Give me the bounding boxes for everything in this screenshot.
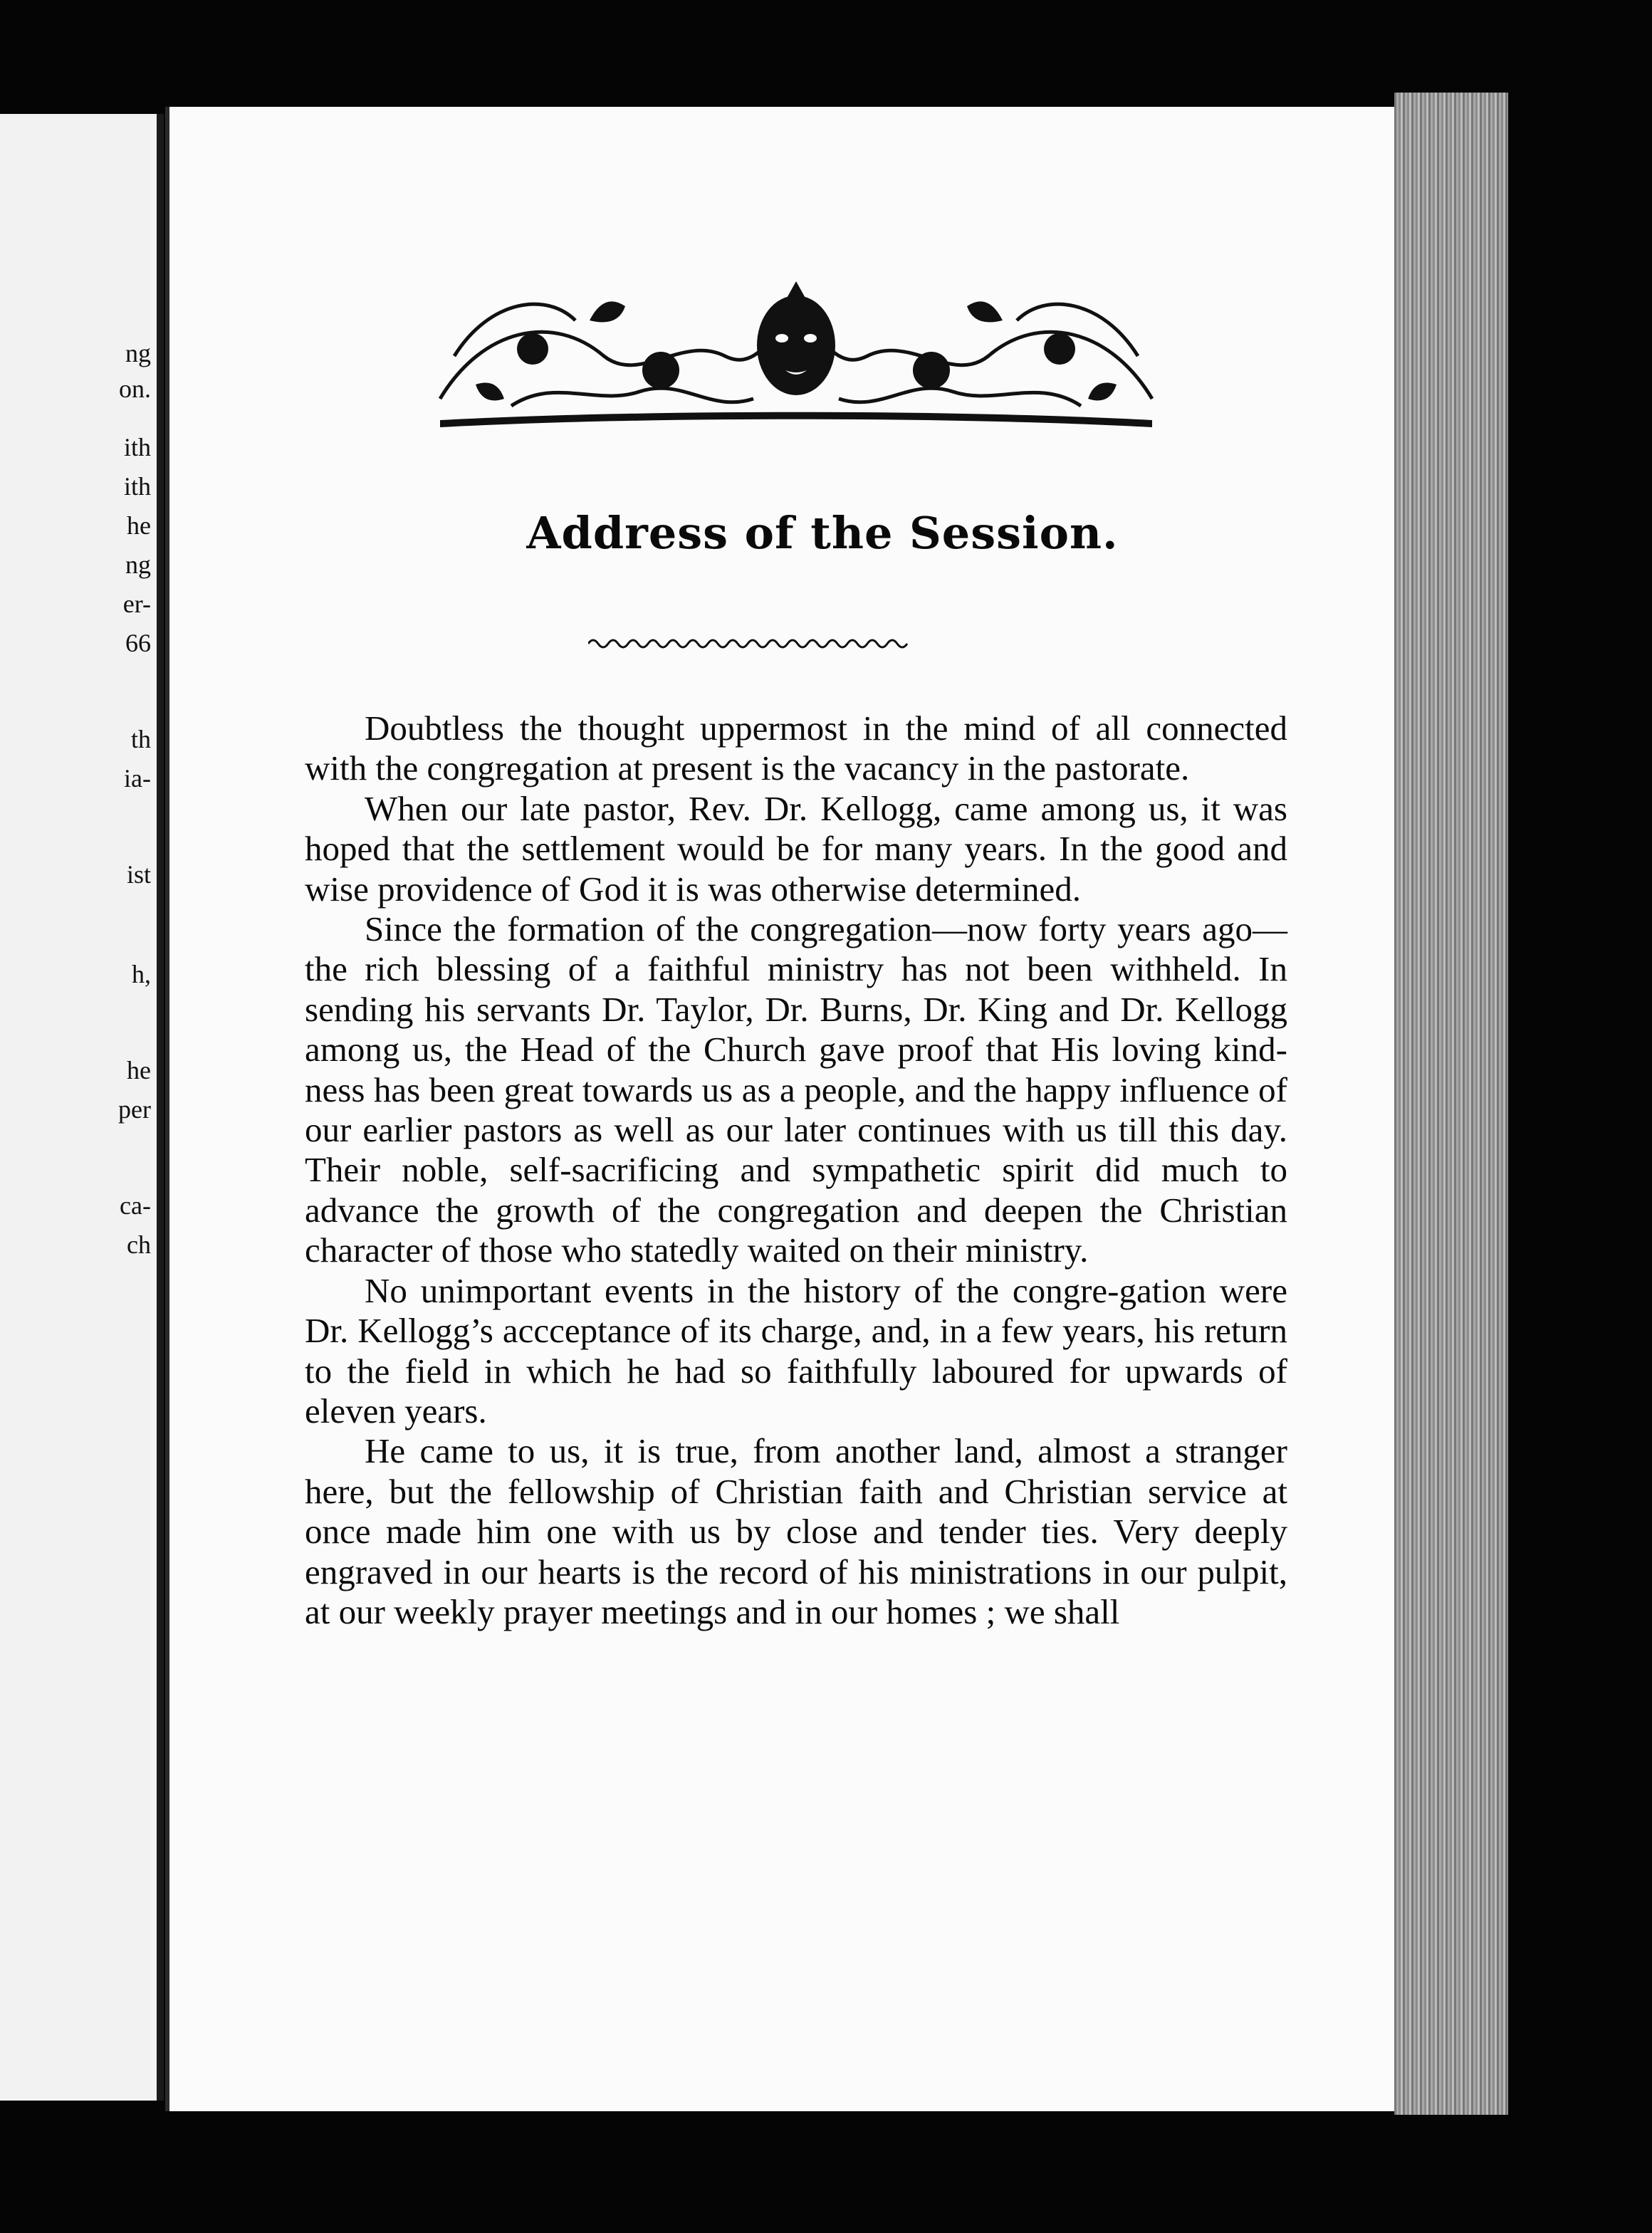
left-page-line: ith (123, 433, 151, 461)
left-page-line: he (127, 1056, 151, 1084)
paragraph: He came to us, it is true, from another land, almost a stranger here, but the fellowship of Christian faith and Christian service at once made him one with us by close and tender ties. Very deeply engraved in our hearts is the record of his ministrations in our pulpit, at our weekly prayer meetings and in our homes ; we shall (305, 1431, 1287, 1631)
paragraph: No unimportant events in the history of the congre-gation were Dr. Kellogg’s accceptance of its charge, and, in a few years, his return to the field in which he had so faithfully laboured for upwards of eleven years. (305, 1270, 1287, 1431)
floral-headpiece-ornament-icon (426, 271, 1166, 431)
left-page-line: ng (125, 550, 151, 579)
paragraph: Doubtless the thought uppermost in the mind of all connected with the congregation at present is the vacancy in the pastorate. (305, 708, 1287, 788)
left-page-line: h, (132, 960, 151, 988)
left-page-line: er- (122, 590, 151, 618)
left-page-line: on. (119, 375, 151, 403)
left-page-line: per (118, 1095, 151, 1124)
previous-page-fragment (0, 114, 164, 2101)
address-body (305, 708, 1287, 1632)
paragraph: Since the formation of the congregation—now forty years ago—the rich blessing of a faithful ministry has not been withheld. In sending his servants Dr. Taylor, Dr. Burns, Dr. King and Dr. Kellogg among us, the Head of the Church gave proof that His loving kind-ness has been great towards us as a people, and the happy influence of our earlier pastors as well as our later continues with us till this day. Their noble, self-sacrificing and sympathetic spirit did much to advance the growth of the congregation and deepen the Christian character of those who statedly waited on their ministry. (305, 909, 1287, 1270)
left-page-line: he (127, 511, 151, 540)
wavy-rule-icon (588, 634, 909, 651)
paragraph: When our late pastor, Rev. Dr. Kellogg, came among us, it was hoped that the settlement would be for many years. In the good and wise providence of God it is was otherwise determined. (305, 788, 1287, 909)
left-page-line: 66 (125, 629, 151, 657)
left-page-line: ist (126, 860, 151, 889)
left-page-line: ia- (124, 764, 151, 793)
left-page-line: ith (123, 472, 151, 501)
page-edges (1394, 93, 1508, 2115)
left-page-line: ng (125, 339, 151, 367)
page-title: Address of the Session. (526, 507, 1119, 559)
left-page-line: ca- (120, 1191, 151, 1220)
left-page-line: th (130, 725, 151, 753)
left-page-line: ch (127, 1230, 151, 1259)
